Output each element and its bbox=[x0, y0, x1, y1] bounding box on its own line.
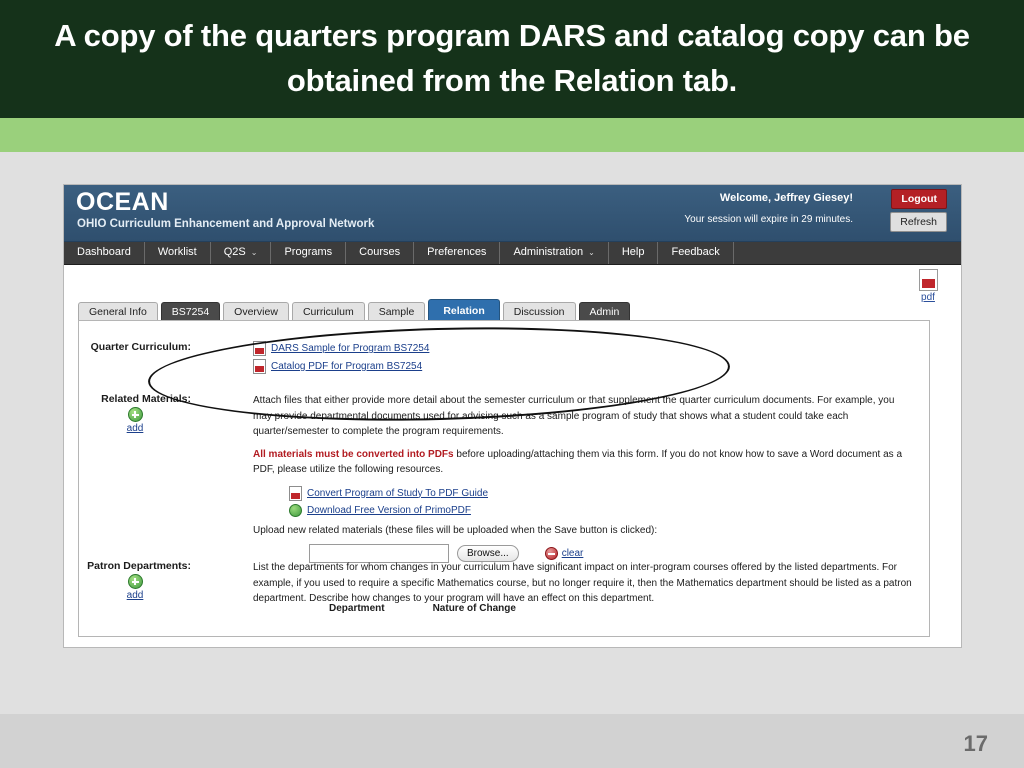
pdf-file-icon bbox=[253, 341, 266, 356]
patron-departments-table-header bbox=[329, 603, 516, 614]
tab-bar bbox=[78, 301, 633, 321]
nav-label: Feedback bbox=[671, 246, 720, 258]
related-materials-row bbox=[79, 393, 917, 563]
slide-footer bbox=[0, 714, 1024, 768]
patron-departments-row bbox=[79, 560, 917, 607]
nav-item-dashboard[interactable] bbox=[64, 242, 145, 264]
pdf-requirement-warning: All materials must be converted into PDFs bbox=[253, 448, 454, 460]
link-label: Convert Program of Study To PDF Guide bbox=[307, 487, 489, 499]
nav-item-administration[interactable] bbox=[500, 242, 608, 264]
convert-program-guide-link[interactable] bbox=[289, 486, 913, 501]
page-title: A copy of the quarters program DARS and catalog copy can be obtained from the Relation tab. bbox=[54, 18, 970, 98]
tab-relation[interactable]: Relation bbox=[428, 299, 499, 321]
tab-general-info[interactable]: General Info bbox=[78, 302, 158, 321]
patron-departments-label: Patron Departments: bbox=[87, 560, 191, 572]
logout-button[interactable]: Logout bbox=[891, 189, 947, 209]
app-header bbox=[64, 185, 961, 242]
nav-label: Help bbox=[621, 246, 645, 258]
nav-item-q2s[interactable] bbox=[211, 242, 272, 264]
accent-band bbox=[0, 118, 1024, 152]
pdf-file-icon bbox=[289, 486, 302, 501]
quarter-curriculum-label: Quarter Curriculum: bbox=[90, 341, 191, 353]
link-label: DARS Sample for Program BS7254 bbox=[271, 343, 430, 354]
session-expiry-message: Your session will expire in 29 minutes. bbox=[684, 214, 853, 225]
tab-overview[interactable]: Overview bbox=[223, 302, 289, 321]
tab-admin[interactable]: Admin bbox=[579, 302, 631, 321]
column-department: Department bbox=[329, 603, 385, 614]
nav-item-feedback[interactable] bbox=[658, 242, 733, 264]
quarter-curriculum-row bbox=[79, 341, 429, 377]
plus-icon bbox=[128, 407, 143, 422]
nav-label: Programs bbox=[284, 246, 333, 258]
plus-icon bbox=[128, 574, 143, 589]
pdf-export-link[interactable] bbox=[911, 269, 945, 303]
browse-button[interactable]: Browse... bbox=[457, 545, 519, 562]
nav-item-help[interactable] bbox=[609, 242, 659, 264]
slide-title-band bbox=[0, 0, 1024, 118]
add-label: add bbox=[126, 590, 144, 601]
nav-label: Preferences bbox=[427, 246, 487, 258]
add-patron-department-button[interactable] bbox=[79, 574, 191, 601]
welcome-message: Welcome, Jeffrey Giesey! bbox=[719, 192, 853, 204]
quarter-curriculum-links bbox=[253, 341, 429, 377]
tab-sample[interactable]: Sample bbox=[368, 302, 426, 321]
catalog-pdf-link[interactable] bbox=[253, 359, 429, 374]
chevron-down-icon: ⌄ bbox=[588, 248, 595, 257]
add-related-material-button[interactable] bbox=[79, 407, 191, 434]
related-materials-description: Attach files that either provide more detail about the semester curriculum or that supplement the quarter curriculum documents. For example, you may provide departmental documents used for advising such as a sample program of study that shows what a student could take each quarter/semester to complete the program requirements. bbox=[253, 395, 895, 437]
tab-bs7254[interactable]: BS7254 bbox=[161, 302, 220, 321]
pdf-export-label: pdf bbox=[921, 292, 935, 303]
refresh-button[interactable]: Refresh bbox=[890, 212, 947, 232]
clear-upload-button[interactable] bbox=[545, 547, 584, 560]
patron-departments-description: List the departments for whom changes in your curriculum have significant impact on inter-program courses offered by the listed departments. For example, if you used to require a specific Mathematics course, but no longer require it, then the Mathematics department should be listed as a patron department. Describe how changes to your program will have an effect on this department. bbox=[253, 562, 912, 604]
green-dot-icon bbox=[289, 504, 302, 517]
nav-label: Courses bbox=[359, 246, 401, 258]
tab-discussion[interactable]: Discussion bbox=[503, 302, 576, 321]
nav-label: Dashboard bbox=[77, 246, 131, 258]
resource-links bbox=[289, 486, 913, 517]
link-label: Download Free Version of PrimoPDF bbox=[307, 504, 471, 516]
add-label: add bbox=[126, 423, 144, 434]
upload-prompt: Upload new related materials (these files will be uploaded when the Save button is clicked): bbox=[253, 524, 658, 536]
nav-label: Worklist bbox=[157, 246, 197, 258]
pdf-requirement-rest: before uploading/attaching them via this form. If you do not know how to save a Word document as a PDF, please utilize the following resources. bbox=[253, 448, 903, 475]
link-label: Catalog PDF for Program BS7254 bbox=[271, 361, 423, 372]
chevron-down-icon: ⌄ bbox=[250, 248, 258, 257]
relation-panel bbox=[78, 320, 930, 637]
pdf-file-icon bbox=[253, 359, 266, 374]
nav-item-preferences[interactable] bbox=[414, 242, 500, 264]
nav-label: Q2S bbox=[223, 246, 246, 258]
app-logo: OCEAN bbox=[76, 188, 169, 216]
nav-item-courses[interactable] bbox=[346, 242, 414, 264]
dars-sample-link[interactable] bbox=[253, 341, 429, 356]
column-nature-of-change: Nature of Change bbox=[432, 603, 516, 614]
application-screenshot bbox=[64, 185, 961, 647]
primopdf-download-link[interactable] bbox=[289, 504, 913, 517]
nav-item-programs[interactable] bbox=[271, 242, 346, 264]
page-number: 17 bbox=[963, 731, 988, 756]
pdf-icon bbox=[919, 269, 938, 291]
main-navigation bbox=[64, 242, 961, 265]
related-materials-label: Related Materials: bbox=[101, 393, 191, 405]
pdf-requirement-note bbox=[253, 447, 913, 478]
app-tagline: OHIO Curriculum Enhancement and Approval Network bbox=[77, 218, 375, 230]
minus-circle-icon bbox=[545, 547, 558, 560]
clear-label: clear bbox=[561, 548, 584, 559]
tab-curriculum[interactable]: Curriculum bbox=[292, 302, 365, 321]
nav-label: Administration bbox=[513, 246, 584, 258]
nav-item-worklist[interactable] bbox=[145, 242, 211, 264]
